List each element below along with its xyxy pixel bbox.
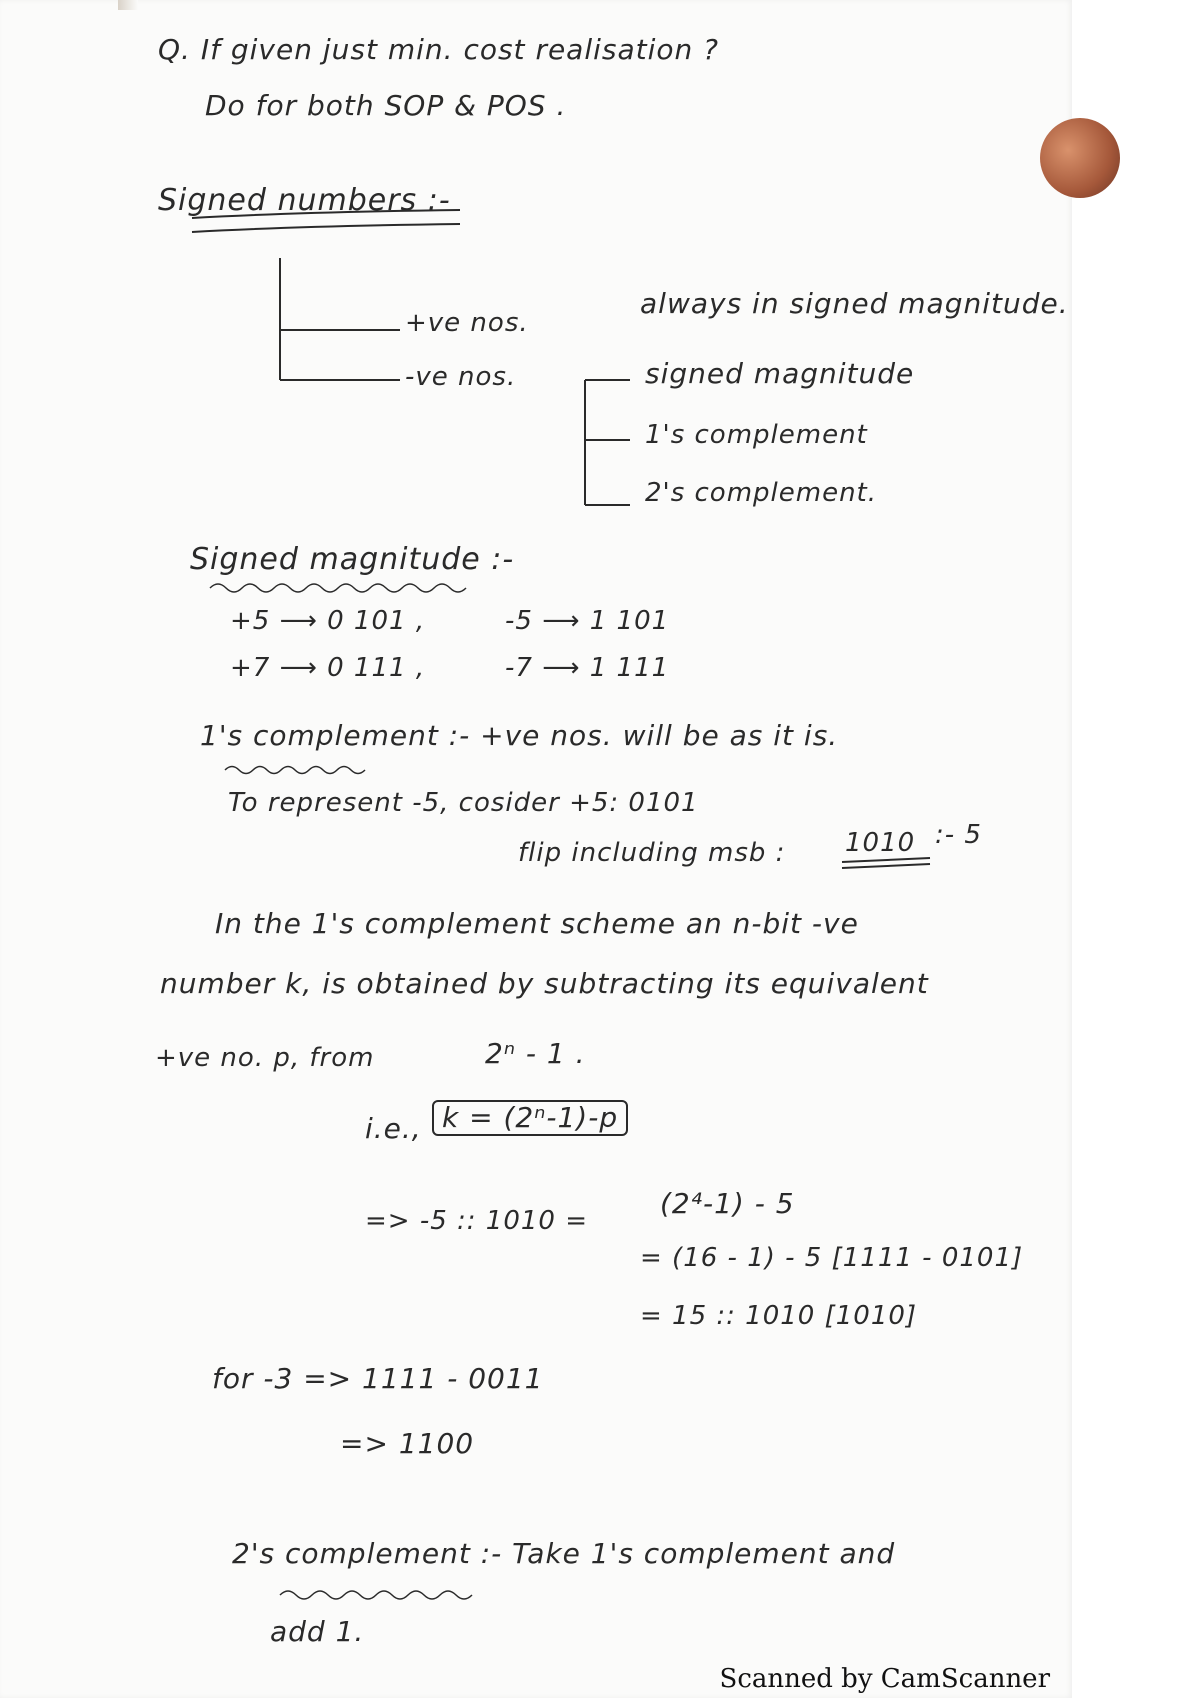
calc-line-1-right: (2⁴-1) - 5	[660, 1187, 795, 1220]
signed-magnitude-row2-right: -7 ⟶ 1 111	[505, 653, 670, 683]
positive-branch-label: +ve nos.	[405, 308, 529, 338]
signed-magnitude-row2-left: +7 ⟶ 0 111 ,	[230, 653, 426, 683]
ones-complement-para-3b: 2ⁿ - 1 .	[485, 1037, 586, 1070]
positive-branch-result: always in signed magnitude.	[640, 287, 1069, 320]
for-minus-3-line: for -3 => 1111 - 0011	[212, 1362, 544, 1395]
ie-label: i.e.,	[365, 1112, 422, 1145]
ones-complement-para-3a: +ve no. p, from	[155, 1043, 375, 1073]
signed-numbers-heading: Signed numbers :-	[158, 183, 451, 218]
twos-complement-heading: 2's complement :- Take 1's complement and	[232, 1537, 896, 1570]
signed-magnitude-row1-left: +5 ⟶ 0 101 ,	[230, 606, 426, 636]
ones-complement-line-1: To represent -5, cosider +5: 0101	[228, 788, 699, 818]
question-line-1: Q. If given just min. cost realisation ?	[158, 33, 720, 66]
negative-branch-label: -ve nos.	[405, 362, 517, 392]
for-minus-3-result: => 1100	[340, 1427, 475, 1460]
ones-complement-flip-result: 1010	[845, 828, 916, 858]
ones-complement-flip-tail: :- 5	[935, 820, 982, 850]
signed-magnitude-heading: Signed magnitude :-	[190, 542, 515, 577]
formula-box: k = (2ⁿ-1)-p	[432, 1100, 628, 1136]
negative-option-1: signed magnitude	[645, 357, 915, 390]
ones-complement-heading: 1's complement :- +ve nos. will be as it is.	[200, 719, 839, 752]
ones-complement-para-2: number k, is obtained by subtracting its equivalent	[160, 967, 929, 1000]
camscanner-watermark: Scanned by CamScanner	[719, 1664, 1050, 1694]
ones-complement-line-2: flip including msb :	[518, 838, 786, 868]
negative-option-2: 1's complement	[645, 420, 868, 450]
negative-option-3: 2's complement.	[645, 478, 878, 508]
finger-shadow	[1040, 118, 1120, 198]
calc-line-2: = (16 - 1) - 5 [1111 - 0101]	[640, 1243, 1024, 1273]
ones-complement-para-1: In the 1's complement scheme an n-bit -ve	[215, 907, 859, 940]
signed-magnitude-row1-right: -5 ⟶ 1 101	[505, 606, 670, 636]
twos-complement-line-2: add 1.	[270, 1615, 365, 1648]
calc-line-1-left: => -5 :: 1010 =	[365, 1206, 589, 1236]
question-line-2: Do for both SOP & POS .	[205, 89, 567, 122]
calc-line-3: = 15 :: 1010 [1010]	[640, 1301, 918, 1331]
